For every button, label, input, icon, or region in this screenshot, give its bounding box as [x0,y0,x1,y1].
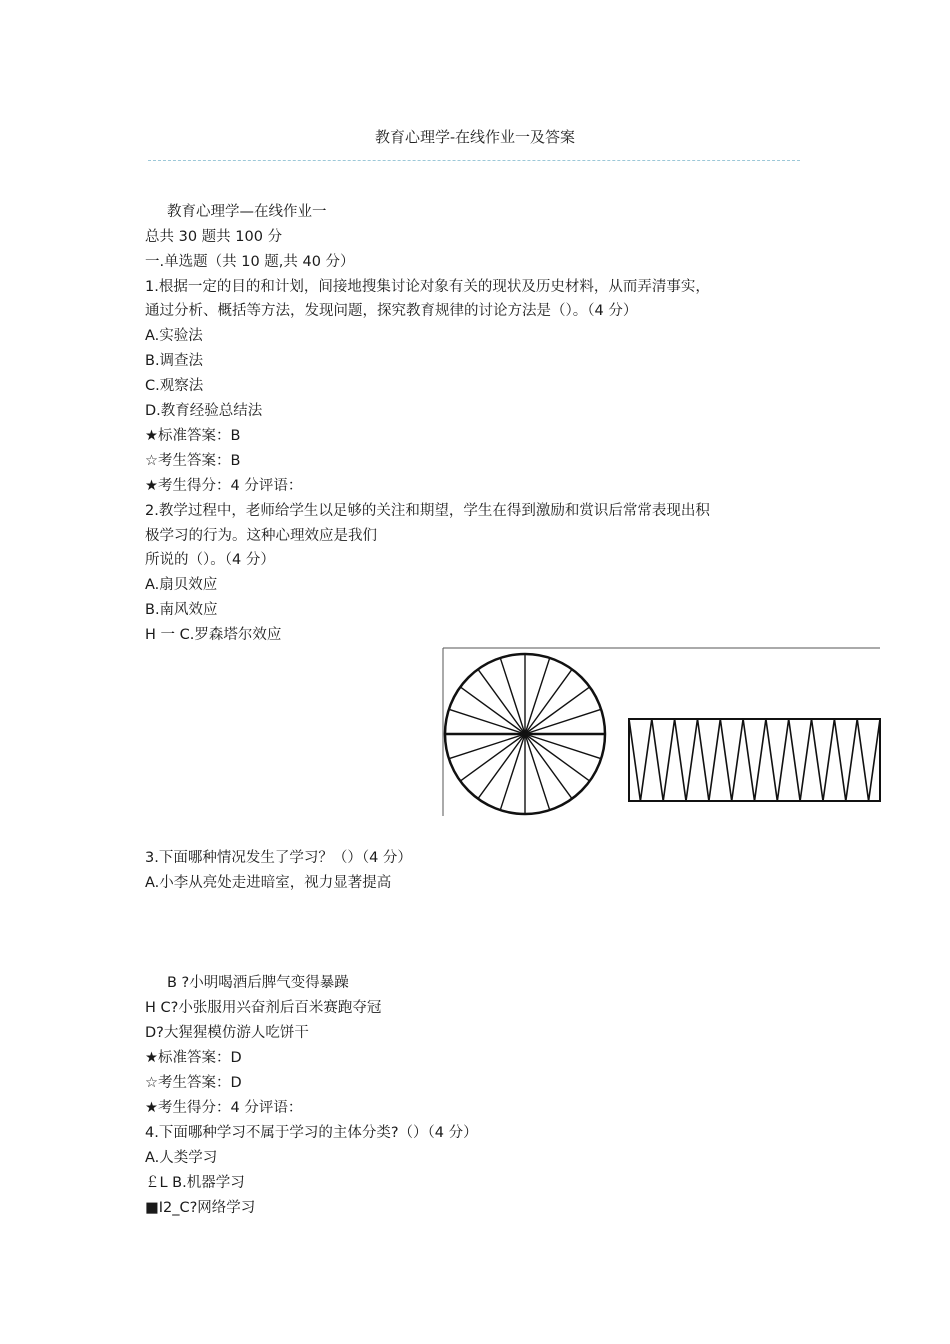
wheel-spoke [460,687,525,734]
spoked-wheel [445,654,605,814]
q3-option-a: A.小李从亮处走进暗室，视力显著提高 [145,875,392,891]
q1-option-a: A.实验法 [145,328,203,344]
q1-option-b: B.调查法 [145,353,204,369]
question-4-text: 4.下面哪种学习不属于学习的主体分类?（）（4 分） [145,1125,478,1141]
q4-option-c: ■I2_C?网络学习 [145,1200,256,1216]
q3-option-c: H C?小张服用兴奋剂后百米赛跑夺冠 [145,1000,382,1016]
wheel-spoke [449,734,525,759]
zigzag-box [629,719,880,801]
wheel-spoke [525,658,550,734]
wheel-spoke [525,669,572,734]
q2-option-b: B.南风效应 [145,602,218,618]
q1-option-d: D.教育经验总结法 [145,403,263,419]
q1-student-answer: ☆考生答案：B [145,453,241,469]
wheel-spoke [500,734,525,810]
illustration-figure [442,646,882,818]
question-3-text: 3.下面哪种情况发生了学习？（）（4 分） [145,850,412,866]
section-heading: 一.单选题（共 10 题,共 40 分） [145,254,355,270]
question-2-text: 2.教学过程中，老师给学生以足够的关注和期望，学生在得到激励和赏识后常常表现出积 [145,503,710,519]
wheel-spoke [525,734,590,781]
q1-option-c: C.观察法 [145,378,204,394]
q3-student-answer: ☆考生答案：D [145,1075,242,1091]
question-2-text-cont2: 所说的（）。（4 分） [145,552,275,568]
q2-option-a: A.扇贝效应 [145,577,218,593]
wheel-spoke [525,734,550,810]
question-1-text: 1.根据一定的目的和计划，间接地搜集讨论对象有关的现状及历史材料，从而弄清事实， [145,279,710,295]
wheel-spoke [525,709,601,734]
wheel-spoke [449,709,525,734]
wheel-spoke [525,687,590,734]
q1-standard-answer: ★标准答案：B [145,428,241,444]
q3-option-b: B ?小明喝酒后脾气变得暴躁 [167,975,349,991]
wheel-spoke [478,669,525,734]
question-1-text-cont: 通过分析、概括等方法，发现问题，探究教育规律的讨论方法是（）。（4 分） [145,303,638,319]
wheel-spoke [478,734,525,799]
document-title: 教育心理学-在线作业一及答案 [374,128,576,146]
zigzag-line [629,719,880,801]
summary-line: 总共 30 题共 100 分 [145,229,283,245]
q4-option-a: A.人类学习 [145,1150,218,1166]
zigzag-frame [629,719,880,801]
wheel-spoke [500,658,525,734]
q3-standard-answer: ★标准答案：D [145,1050,242,1066]
wheel-spoke [525,734,572,799]
dashed-divider [148,160,800,161]
q3-score: ★考生得分：4 分评语： [145,1100,303,1116]
q2-option-c: H 一 C.罗森塔尔效应 [145,627,282,643]
wheel-spoke [460,734,525,781]
question-2-text-cont: 极学习的行为。这种心理效应是我们 [145,528,377,544]
q3-option-d: D?大猩猩模仿游人吃饼干 [145,1025,309,1041]
wheel-spoke [525,734,601,759]
section-title: 教育心理学—在线作业一 [167,204,327,220]
q4-option-b: ￡L B.机器学习 [145,1175,245,1191]
q1-score: ★考生得分：4 分评语： [145,478,303,494]
